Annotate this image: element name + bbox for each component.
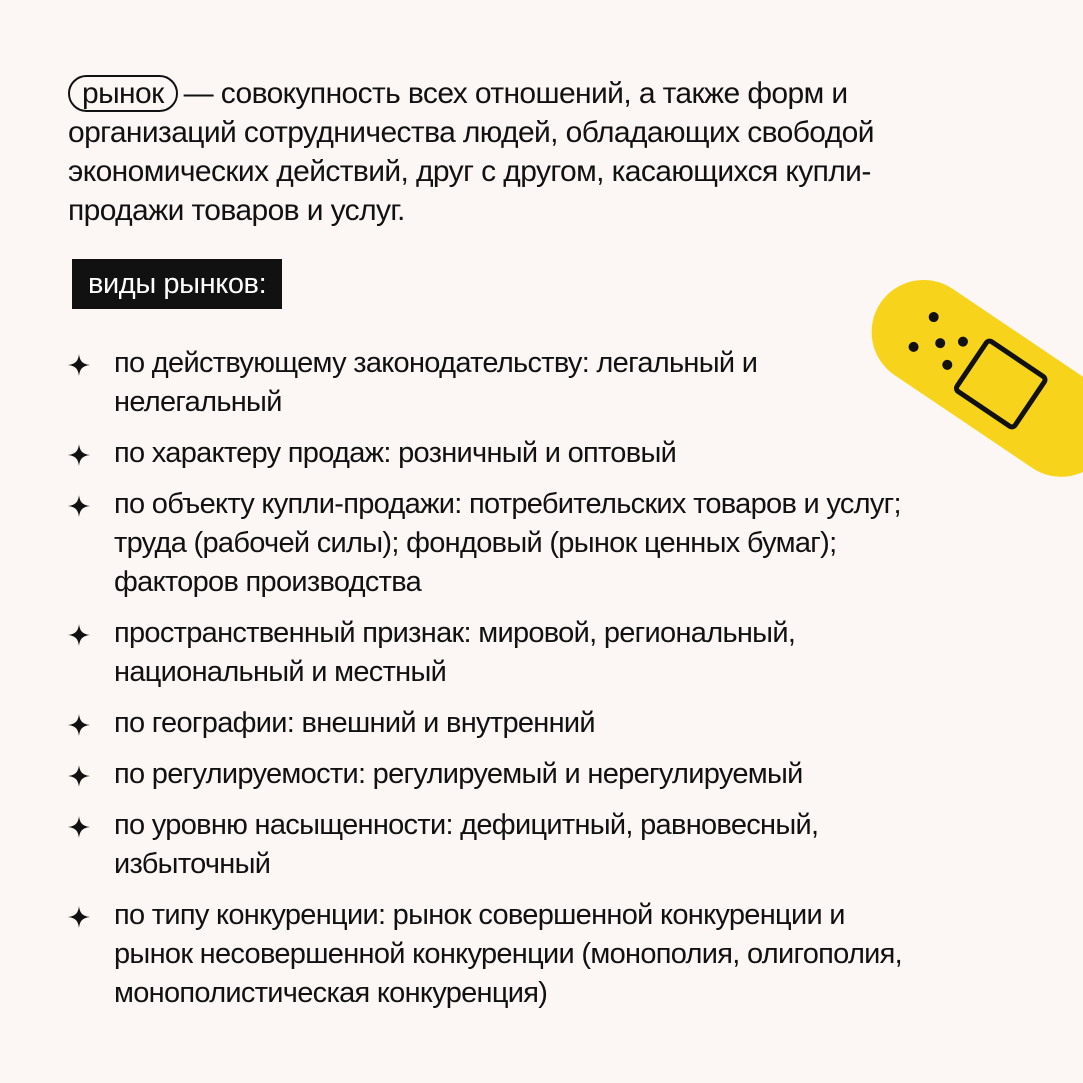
market-type-item <box>68 806 928 884</box>
market-types-list <box>68 344 928 1025</box>
sparkle-star-icon <box>68 495 90 517</box>
sparkle-star-icon <box>68 765 90 787</box>
market-type-text: по регулируемости: регулируемый и нерегулируемый <box>114 758 803 790</box>
sparkle-star-icon <box>68 354 90 376</box>
market-type-text: по уровню насыщенности: дефицитный, равновесный, избыточный <box>114 809 819 880</box>
market-type-text: по географии: внешний и внутренний <box>114 707 595 739</box>
market-type-item <box>68 614 928 692</box>
definition-paragraph <box>68 74 968 230</box>
market-type-item <box>68 434 928 473</box>
sparkle-star-icon <box>68 444 90 466</box>
market-type-text: пространственный признак: мировой, региональный, национальный и местный <box>114 617 796 688</box>
section-label: виды рынков: <box>72 259 282 309</box>
market-type-text: по типу конкуренции: рынок совершенной конкуренции и рынок несовершенной конкуренции (монополия, олигополия, монополистическая конкуренция) <box>114 899 903 1009</box>
sparkle-star-icon <box>68 624 90 646</box>
market-type-text: по действующему законодательству: легальный и нелегальный <box>114 347 758 418</box>
bandage-icon <box>870 260 1083 480</box>
market-type-text: по характеру продаж: розничный и оптовый <box>114 437 677 469</box>
market-type-item <box>68 755 928 794</box>
term-badge: рынок <box>68 75 178 112</box>
market-type-item <box>68 344 928 422</box>
market-type-item <box>68 704 928 743</box>
definition-text: — совокупность всех отношений, а также форм и организаций сотрудничества людей, обладающих свободой экономических действий, друг с другом, касающихся купли-продажи товаров и услуг. <box>68 77 874 227</box>
market-type-item <box>68 896 928 1013</box>
market-type-text: по объекту купли-продажи: потребительских товаров и услуг; труда (рабочей силы); фондовый (рынок ценных бумаг); факторов производства <box>114 488 901 598</box>
sparkle-star-icon <box>68 906 90 928</box>
sparkle-star-icon <box>68 816 90 838</box>
market-type-item <box>68 485 928 602</box>
sparkle-star-icon <box>68 714 90 736</box>
